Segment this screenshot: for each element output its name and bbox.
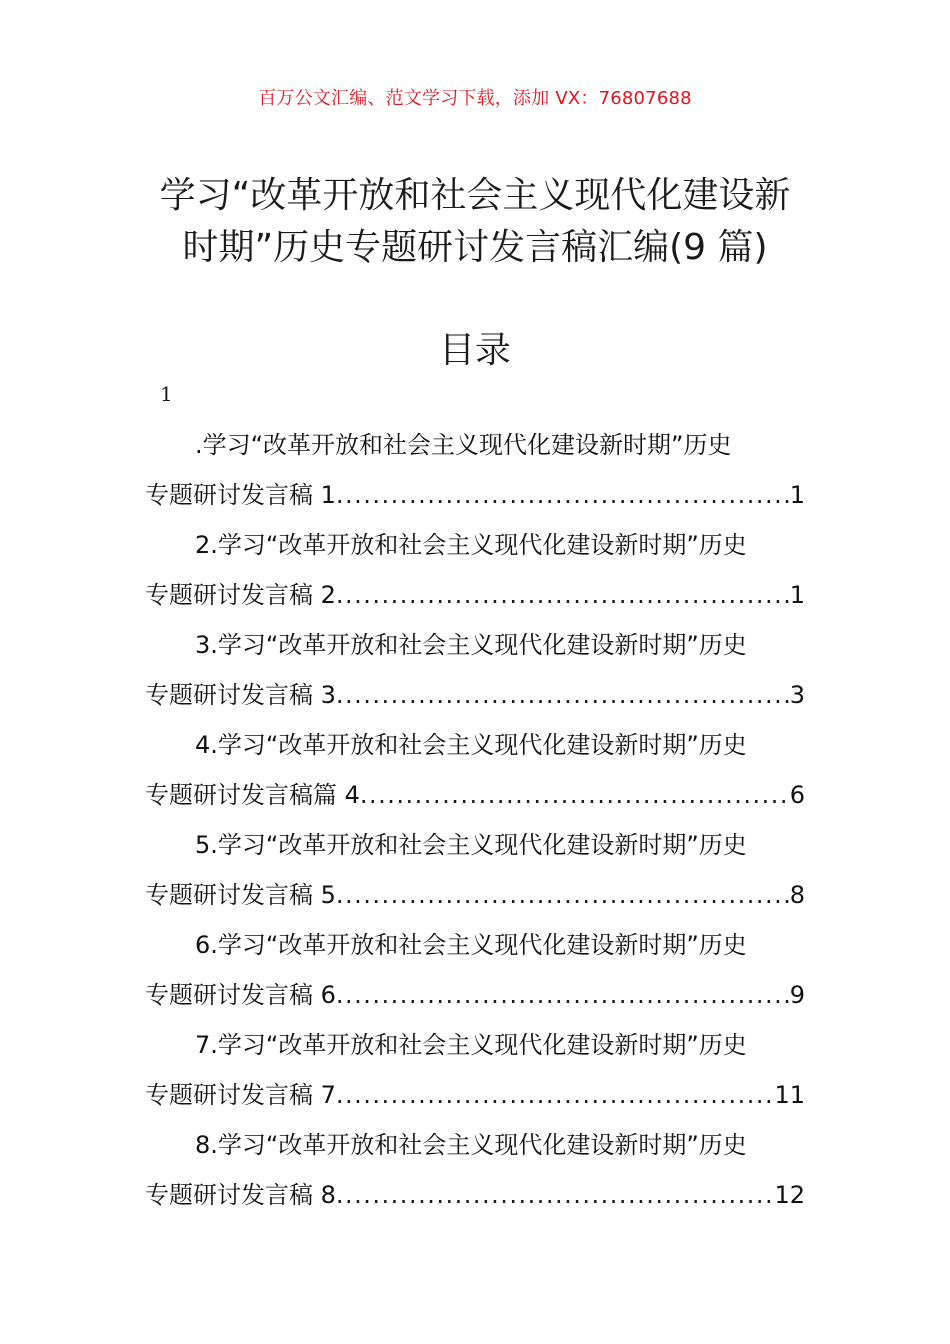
toc-entry-title: 3.学习“改革开放和社会主义现代化建设新时期”历史 bbox=[195, 631, 747, 659]
toc-entry-line bbox=[145, 770, 805, 820]
toc-entry-label: 专题研讨发言稿 6 bbox=[145, 981, 336, 1009]
toc-entry-line bbox=[145, 1070, 805, 1120]
toc-entry-label: 专题研讨发言稿 8 bbox=[145, 1181, 336, 1209]
toc-entry-title: 5.学习“改革开放和社会主义现代化建设新时期”历史 bbox=[195, 831, 747, 859]
toc-entry-label: 专题研讨发言稿篇 4 bbox=[145, 781, 360, 809]
toc-dot-leader bbox=[336, 1170, 775, 1220]
toc-dot-leader bbox=[336, 870, 790, 920]
toc-entry-page: 9 bbox=[789, 981, 805, 1009]
toc-entry-2[interactable] bbox=[145, 520, 805, 620]
document-title-line-1: 学习“改革开放和社会主义现代化建设新 bbox=[159, 175, 791, 216]
toc-entry-title: .学习“改革开放和社会主义现代化建设新时期”历史 bbox=[195, 431, 732, 459]
toc-entry-label: 专题研讨发言稿 7 bbox=[145, 1081, 336, 1109]
toc-entry-title: 2.学习“改革开放和社会主义现代化建设新时期”历史 bbox=[195, 531, 747, 559]
toc-dot-leader bbox=[336, 670, 790, 720]
toc-entry-title: 6.学习“改革开放和社会主义现代化建设新时期”历史 bbox=[195, 931, 747, 959]
toc-entry-line bbox=[145, 470, 805, 520]
toc-entry-label: 专题研讨发言稿 3 bbox=[145, 681, 336, 709]
toc-entry-label: 专题研讨发言稿 2 bbox=[145, 581, 336, 609]
toc-entry-line bbox=[145, 870, 805, 920]
toc-dot-leader bbox=[336, 1070, 775, 1120]
toc-entry-title: 4.学习“改革开放和社会主义现代化建设新时期”历史 bbox=[195, 731, 747, 759]
toc-entry-line bbox=[145, 970, 805, 1020]
toc-dot-leader bbox=[336, 970, 790, 1020]
toc-entry-line bbox=[145, 670, 805, 720]
toc-heading: 目录 bbox=[438, 330, 511, 371]
toc-entry-page: 1 bbox=[789, 481, 805, 509]
toc-entry-7[interactable] bbox=[145, 1020, 805, 1120]
toc-entry-label: 专题研讨发言稿 1 bbox=[145, 481, 336, 509]
stray-number: 1 bbox=[160, 382, 173, 406]
toc-entry-6[interactable] bbox=[145, 920, 805, 1020]
toc-entry-page: 11 bbox=[774, 1081, 805, 1109]
toc-dot-leader bbox=[336, 570, 790, 620]
document-title-line-2: 时期”历史专题研讨发言稿汇编(9 篇) bbox=[182, 227, 768, 268]
toc-entry-label: 专题研讨发言稿 5 bbox=[145, 881, 336, 909]
toc-entry-4[interactable] bbox=[145, 720, 805, 820]
table-of-contents bbox=[145, 420, 805, 1220]
toc-entry-page: 6 bbox=[789, 781, 805, 809]
toc-entry-3[interactable] bbox=[145, 620, 805, 720]
toc-entry-page: 12 bbox=[774, 1181, 805, 1209]
toc-entry-title: 7.学习“改革开放和社会主义现代化建设新时期”历史 bbox=[195, 1031, 747, 1059]
toc-entry-line bbox=[145, 1170, 805, 1220]
toc-entry-page: 3 bbox=[789, 681, 805, 709]
toc-entry-page: 8 bbox=[789, 881, 805, 909]
toc-entry-page: 1 bbox=[789, 581, 805, 609]
toc-entry-title: 8.学习“改革开放和社会主义现代化建设新时期”历史 bbox=[195, 1131, 747, 1159]
toc-entry-line bbox=[145, 570, 805, 620]
header-note: 百万公文汇编、范文学习下载，添加 VX：76807688 bbox=[258, 88, 692, 109]
toc-dot-leader bbox=[336, 470, 790, 520]
toc-entry-8[interactable] bbox=[145, 1120, 805, 1220]
toc-dot-leader bbox=[360, 770, 790, 820]
toc-entry-1[interactable] bbox=[145, 420, 805, 520]
toc-entry-5[interactable] bbox=[145, 820, 805, 920]
document-title bbox=[100, 170, 850, 274]
